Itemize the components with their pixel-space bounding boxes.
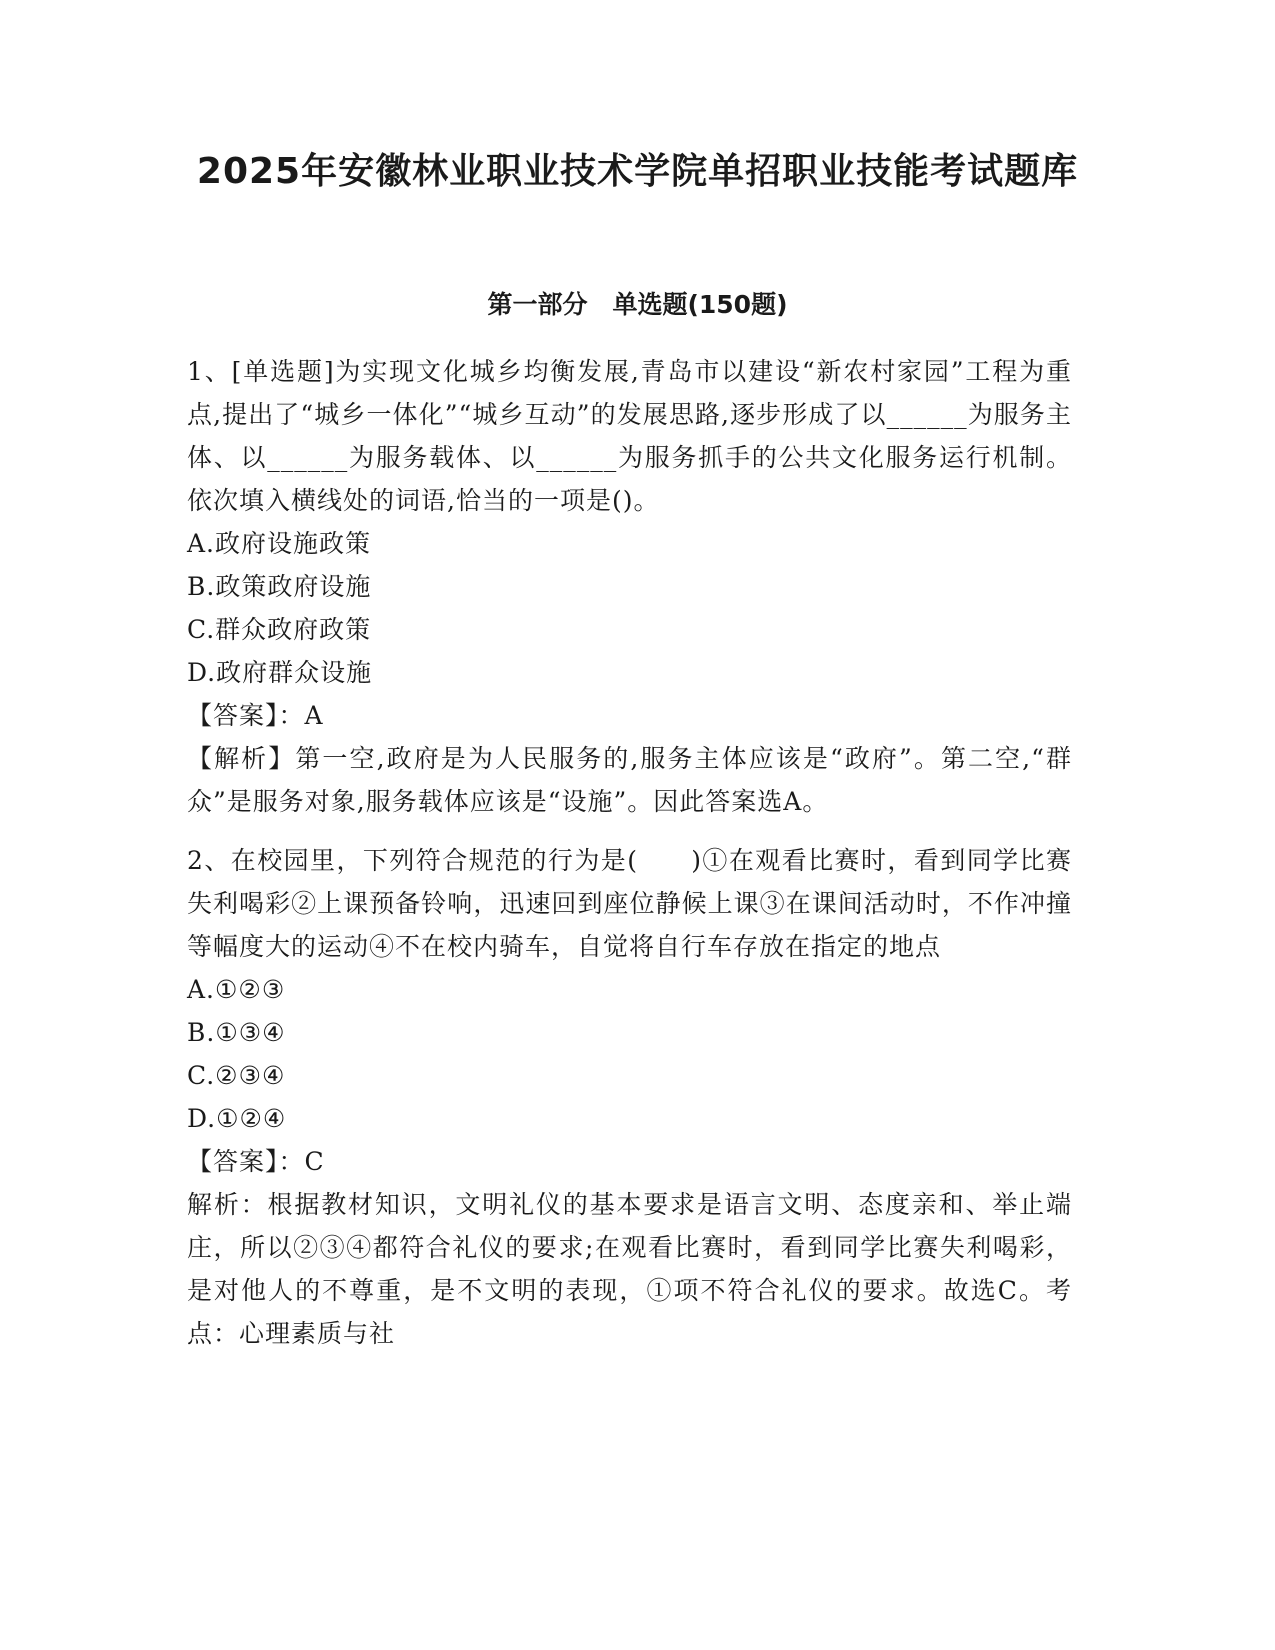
option-c: C.②③④ [187, 1061, 286, 1090]
answer-line: 【答案】：A [187, 701, 324, 730]
analysis-text: 【解析】第一空,政府是为人民服务的,服务主体应该是“政府”。第二空,“群众”是服务对象,服务载体应该是“设施”。因此答案选A。 [187, 744, 1072, 816]
option-d: D.①②④ [187, 1104, 287, 1133]
question-stem: 2、在校园里，下列符合规范的行为是( )①在观看比赛时，看到同学比赛失利喝彩②上课预备铃响，迅速回到座位静候上课③在课间活动时，不作冲撞等幅度大的运动④不在校内骑车，自觉将自行车存放在指定的地点 [187, 846, 1072, 961]
option-a: A.①②③ [187, 975, 286, 1004]
option-a: A.政府设施政策 [187, 529, 372, 558]
option-b: B.①③④ [187, 1018, 286, 1047]
option-d: D.政府群众设施 [187, 658, 373, 687]
answer-line: 【答案】：C [187, 1147, 325, 1176]
question-list [187, 350, 1072, 1365]
document-title: 2025年安徽林业职业技术学院单招职业技能考试题库 [196, 151, 1079, 192]
question-item-1 [187, 350, 1072, 823]
option-c: C.群众政府政策 [187, 615, 372, 644]
analysis-text: 解析：根据教材知识，文明礼仪的基本要求是语言文明、态度亲和、举止端庄，所以②③④都符合礼仪的要求;在观看比赛时，看到同学比赛失利喝彩，是对他人的不尊重，是不文明的表现，①项不符合礼仪的要求。故选C。考点：心理素质与社 [187, 1190, 1072, 1348]
question-stem: 1、[单选题]为实现文化城乡均衡发展,青岛市以建设“新农村家园”工程为重点,提出了“城乡一体化”“城乡互动”的发展思路,逐步形成了以______为服务主体、以______为服务载体、以______为服务抓手的公共文化服务运行机制。依次填入横线处的词语,恰当的一项是()。 [187, 357, 1072, 515]
option-b: B.政策政府设施 [187, 572, 372, 601]
question-item-2 [187, 839, 1072, 1355]
section-heading: 第一部分 单选题(150题) [487, 290, 788, 319]
